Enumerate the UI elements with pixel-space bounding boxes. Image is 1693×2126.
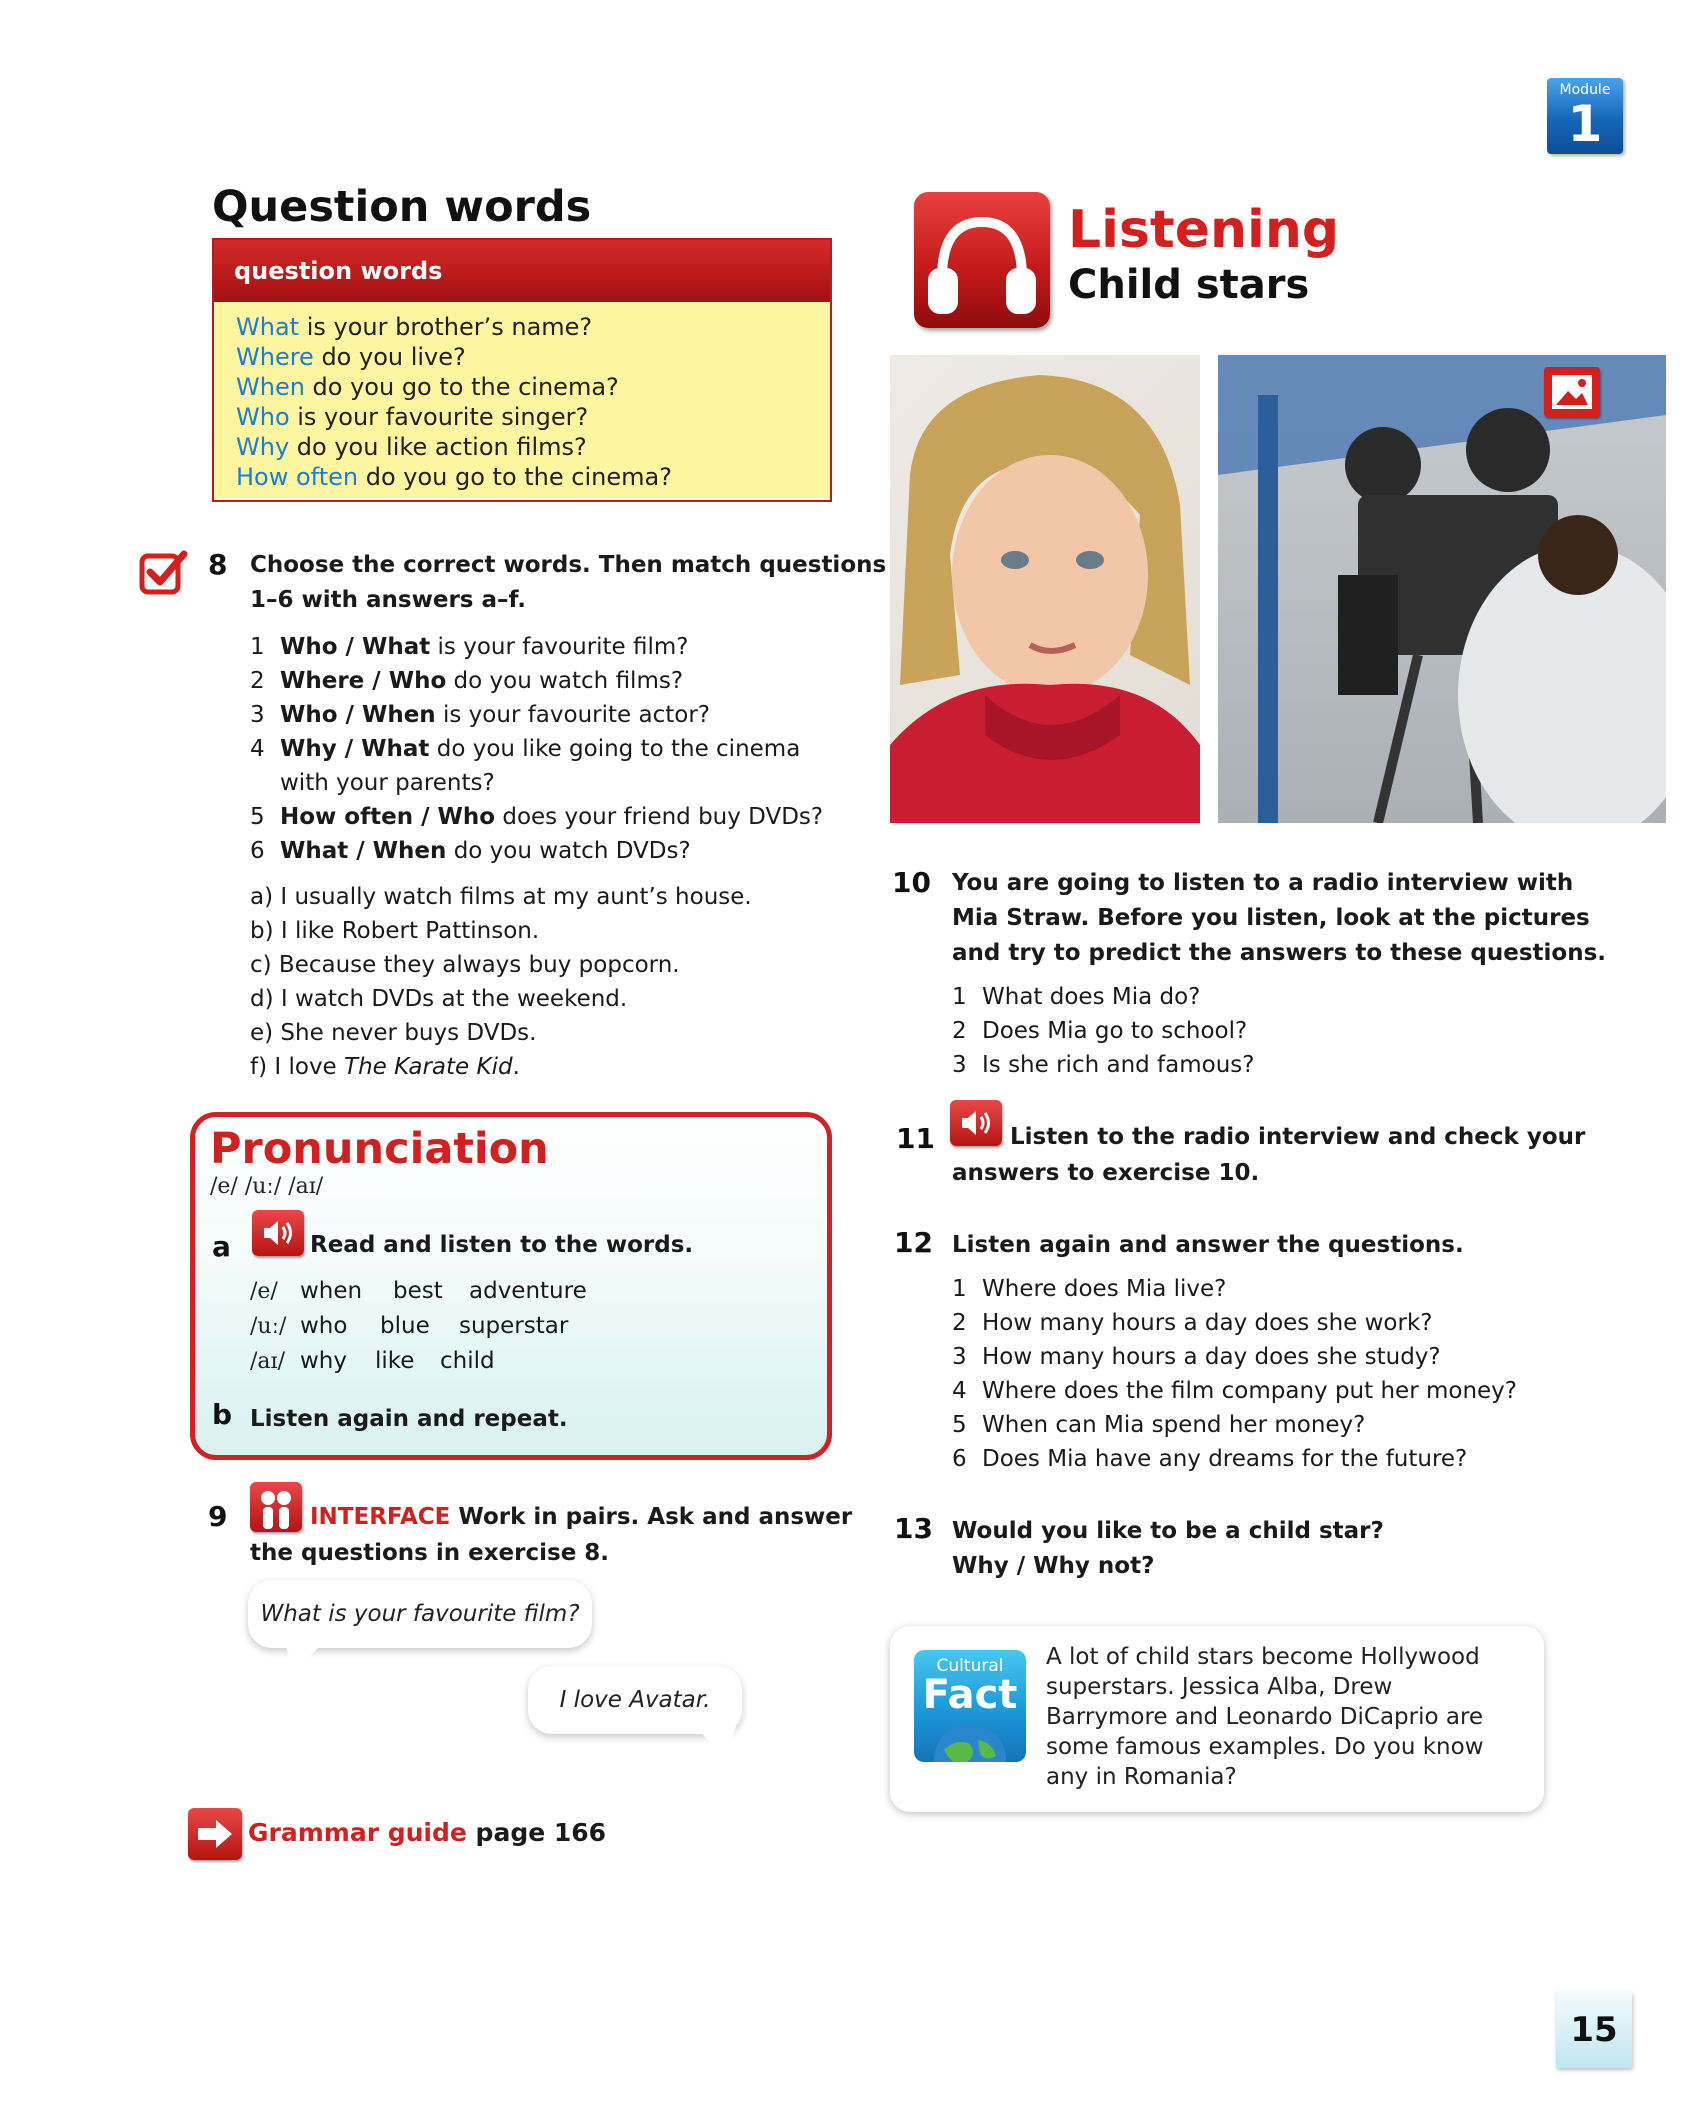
instruction-text: Work in pairs. Ask and answer [450, 1504, 853, 1530]
answer-item [250, 1050, 752, 1084]
answer-prefix: f) I love [250, 1054, 345, 1080]
exercise-8-items [250, 630, 823, 868]
item-text: How many hours a day does she work? [982, 1310, 1433, 1336]
item-text: with your parents? [280, 770, 495, 796]
answer-item: c) Because they always buy popcorn. [250, 952, 680, 978]
question-word: Who [236, 403, 290, 431]
list-item [250, 732, 823, 766]
module-label: Module [1559, 82, 1611, 98]
pronunciation-row [250, 1274, 587, 1309]
pronunciation-phonemes: /e/ /uː/ /aɪ/ [210, 1174, 324, 1199]
listening-subtitle: Child stars [1068, 262, 1310, 308]
fact-line: Barrymore and Leonardo DiCaprio are [1046, 1704, 1484, 1730]
fact-line: superstars. Jessica Alba, Drew [1046, 1674, 1393, 1700]
item-options: Where / Who [280, 668, 447, 694]
speech-bubble-tail [280, 1640, 330, 1674]
item-number: 1 [952, 1276, 967, 1302]
pronunciation-row [250, 1344, 587, 1379]
item-number: 4 [250, 736, 265, 762]
exercise-12-number: 12 [894, 1226, 933, 1259]
question-word-line [236, 432, 808, 462]
part-b-instruction: Listen again and repeat. [250, 1406, 568, 1432]
part-b-label: b [212, 1398, 233, 1431]
item-text: How many hours a day does she study? [982, 1344, 1441, 1370]
fact-line: A lot of child stars become Hollywood [1046, 1644, 1480, 1670]
fact-icon-small-text: Cultural [936, 1656, 1004, 1676]
item-text: Does Mia go to school? [982, 1018, 1248, 1044]
question-words-box-heading: question words [214, 240, 830, 302]
question-text: do you like action films? [289, 433, 587, 461]
list-item [250, 698, 823, 732]
exercise-10-number: 10 [892, 866, 931, 899]
fact-line: any in Romania? [1046, 1764, 1237, 1790]
item-number: 2 [952, 1018, 967, 1044]
item-text: do you like going to the cinema [429, 736, 801, 762]
answer-item: d) I watch DVDs at the weekend. [250, 986, 628, 1012]
list-item [952, 980, 1255, 1014]
item-text: Where does the film company put her money? [982, 1378, 1517, 1404]
globe-icon [930, 1720, 1010, 1762]
headphones-icon [914, 192, 1050, 328]
exercise-10-items [952, 980, 1255, 1082]
exercise-11-number: 11 [896, 1122, 935, 1155]
question-word: When [236, 373, 305, 401]
cultural-fact-text [1046, 1642, 1484, 1792]
item-options: Who / What [280, 634, 431, 660]
answer-item: a) I usually watch films at my aunt’s house. [250, 884, 752, 910]
question-word-line [236, 402, 808, 432]
grammar-guide-label: Grammar guide [248, 1818, 467, 1847]
question-text: is your brother’s name? [299, 313, 593, 341]
list-item [952, 1374, 1517, 1408]
list-item [250, 630, 823, 664]
item-number: 3 [952, 1052, 967, 1078]
pronunciation-row [250, 1309, 587, 1344]
exercise-13-instruction [952, 1514, 1384, 1584]
interface-tag: INTERFACE [310, 1504, 451, 1530]
picture-icon[interactable] [1544, 367, 1600, 417]
word: like [375, 1348, 415, 1374]
film-title: The Karate Kid [344, 1054, 513, 1080]
item-number: 4 [952, 1378, 967, 1404]
list-item [952, 1442, 1517, 1476]
page-number: 15 [1556, 1992, 1632, 2068]
question-text: do you go to the cinema? [358, 463, 672, 491]
question-word-line [236, 462, 808, 492]
list-item-continuation [250, 766, 823, 800]
exercise-10-instruction [952, 866, 1606, 971]
module-badge [1547, 78, 1623, 154]
item-options: What / When [280, 838, 447, 864]
film-camera-photo [1218, 355, 1666, 823]
listening-title: Listening [1068, 200, 1340, 260]
question-text: do you go to the cinema? [304, 373, 619, 401]
question-word-line [236, 312, 808, 342]
item-text: do you watch films? [446, 668, 684, 694]
question-word: How often [236, 463, 359, 491]
question-word: What [236, 313, 300, 341]
pronunciation-word-table [250, 1274, 587, 1379]
item-options: Why / What [280, 736, 430, 762]
phoneme: /uː/ [250, 1314, 287, 1339]
girl-photo [890, 355, 1200, 823]
grammar-guide-link[interactable] [248, 1818, 606, 1847]
module-number: 1 [1567, 95, 1603, 153]
exercise-12-instruction: Listen again and answer the questions. [952, 1232, 1464, 1258]
list-item [952, 1272, 1517, 1306]
list-item [250, 800, 823, 834]
item-number: 1 [952, 984, 967, 1010]
exercise-11-instruction-line2: answers to exercise 10. [952, 1160, 1260, 1186]
word: adventure [469, 1278, 587, 1304]
fact-line: some famous examples. Do you know [1046, 1734, 1484, 1760]
exercise-9-number: 9 [208, 1500, 228, 1533]
instruction-line: Why / Why not? [952, 1553, 1155, 1579]
word: superstar [459, 1313, 569, 1339]
grammar-guide-page: page 166 [466, 1818, 607, 1847]
instruction-line: Choose the correct words. Then match questions [250, 552, 887, 578]
item-text: Is she rich and famous? [982, 1052, 1255, 1078]
question-words-box [212, 238, 832, 502]
item-number: 2 [952, 1310, 967, 1336]
arrow-icon[interactable] [188, 1808, 242, 1860]
speech-bubble-question: What is your favourite film? [248, 1580, 592, 1648]
question-word: Where [236, 343, 314, 371]
answer-item: e) She never buys DVDs. [250, 1020, 537, 1046]
exercise-12-items [952, 1272, 1517, 1476]
exercise-9-instruction-line1 [310, 1500, 852, 1535]
instruction-line: Mia Straw. Before you listen, look at the pictures [952, 905, 1590, 931]
question-word-line [236, 372, 808, 402]
word: child [440, 1348, 495, 1374]
item-number: 3 [250, 702, 265, 728]
item-number: 6 [952, 1446, 967, 1472]
item-text: When can Mia spend her money? [982, 1412, 1366, 1438]
instruction-line: and try to predict the answers to these questions. [952, 940, 1607, 966]
word: when [300, 1278, 363, 1304]
exercise-8-instruction [250, 548, 886, 618]
exercise-9-instruction-line2: the questions in exercise 8. [250, 1540, 610, 1566]
word: why [300, 1348, 347, 1374]
question-words-title: Question words [212, 182, 592, 232]
item-number: 5 [952, 1412, 967, 1438]
question-word-line [236, 342, 808, 372]
item-text: Where does Mia live? [982, 1276, 1227, 1302]
exercise-11-instruction-line1: Listen to the radio interview and check your [1010, 1124, 1586, 1150]
pairwork-icon [250, 1482, 302, 1532]
item-options: Who / When [280, 702, 436, 728]
item-number: 2 [250, 668, 265, 694]
list-item [250, 664, 823, 698]
fact-icon-big-text: Fact [922, 1672, 1018, 1718]
instruction-line: 1–6 with answers a–f. [250, 587, 526, 613]
checkbox-icon [138, 548, 188, 598]
word: who [300, 1313, 348, 1339]
speaker-icon[interactable] [950, 1100, 1002, 1146]
pronunciation-title: Pronunciation [210, 1124, 549, 1174]
list-item [952, 1048, 1255, 1082]
item-options: How often / Who [280, 804, 496, 830]
part-a-label: a [212, 1230, 231, 1263]
item-text: is your favourite actor? [435, 702, 710, 728]
word: best [393, 1278, 443, 1304]
item-text: Does Mia have any dreams for the future? [982, 1446, 1468, 1472]
question-words-list [214, 302, 830, 498]
item-text: What does Mia do? [982, 984, 1201, 1010]
item-text: do you watch DVDs? [446, 838, 691, 864]
item-text: does your friend buy DVDs? [495, 804, 824, 830]
word: blue [380, 1313, 430, 1339]
list-item [250, 834, 823, 868]
exercise-8-number: 8 [208, 548, 228, 581]
item-text: is your favourite film? [430, 634, 689, 660]
item-number: 5 [250, 804, 265, 830]
answer-item: b) I like Robert Pattinson. [250, 918, 540, 944]
exercise-13-number: 13 [894, 1512, 933, 1545]
exercise-8-answers [250, 880, 752, 1084]
question-text: do you live? [313, 343, 466, 371]
phoneme: /aɪ/ [250, 1349, 285, 1374]
cultural-fact-icon [914, 1650, 1026, 1762]
question-text: is your favourite singer? [289, 403, 589, 431]
speech-bubble-answer: I love Avatar. [528, 1666, 742, 1734]
list-item [952, 1014, 1255, 1048]
item-number: 3 [952, 1344, 967, 1370]
item-number: 1 [250, 634, 265, 660]
phoneme: /e/ [250, 1279, 278, 1304]
question-word: Why [236, 433, 290, 461]
part-a-instruction: Read and listen to the words. [310, 1232, 694, 1258]
instruction-line: You are going to listen to a radio interview with [952, 870, 1574, 896]
speaker-icon[interactable] [252, 1210, 304, 1256]
item-number: 6 [250, 838, 265, 864]
instruction-line: Would you like to be a child star? [952, 1518, 1384, 1544]
answer-suffix: . [512, 1054, 520, 1080]
list-item [952, 1306, 1517, 1340]
list-item [952, 1408, 1517, 1442]
speech-bubble-tail [690, 1726, 740, 1760]
list-item [952, 1340, 1517, 1374]
